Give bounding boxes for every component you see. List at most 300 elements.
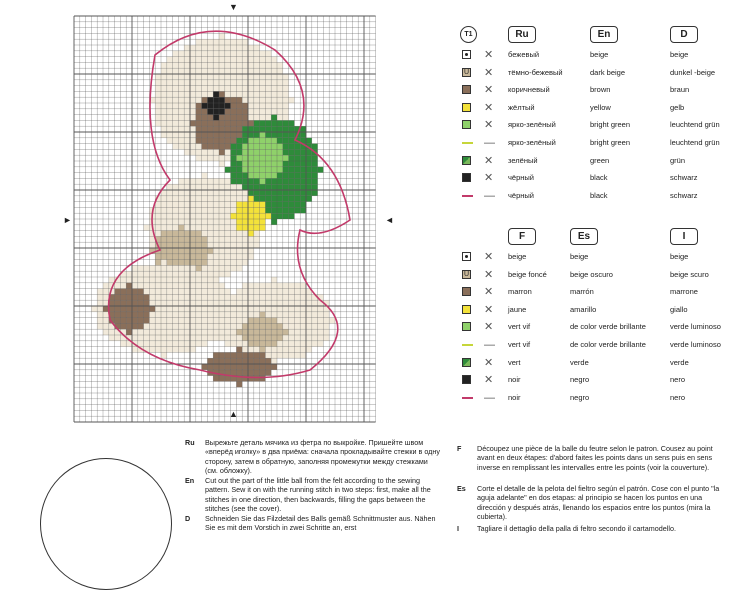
legend-row — [460, 303, 750, 317]
stitch-cell — [306, 341, 312, 347]
stitch-cell — [260, 318, 266, 324]
stitch-cell — [265, 126, 271, 132]
stitch-cell — [190, 236, 196, 242]
stitch-cell — [184, 132, 190, 138]
stitch-cell — [231, 138, 237, 144]
stitch-cell — [277, 74, 283, 80]
stitch-cell — [184, 335, 190, 341]
stitch-cell — [231, 161, 237, 167]
stitch-cell — [161, 312, 167, 318]
stitch-cell — [202, 260, 208, 266]
stitch-cell — [173, 260, 179, 266]
stitch-cell — [254, 149, 260, 155]
stitch-cell — [236, 120, 242, 126]
stitch-cell — [213, 155, 219, 161]
stitch-cell — [283, 173, 289, 179]
cross-stitch-icon: ✕ — [484, 66, 494, 79]
legend-f-name: vert vif — [508, 340, 531, 349]
stitch-cell — [196, 51, 202, 57]
stitch-cell — [184, 242, 190, 248]
stitch-cell — [167, 207, 173, 213]
stitch-cell — [97, 289, 103, 295]
stitch-cell — [144, 335, 150, 341]
stitch-cell — [103, 329, 109, 335]
stitch-cell — [225, 323, 231, 329]
stitch-cell — [178, 126, 184, 132]
stitch-cell — [202, 294, 208, 300]
stitch-cell — [225, 126, 231, 132]
stitch-cell — [294, 335, 300, 341]
stitch-cell — [219, 68, 225, 74]
legend-d-name: grün — [670, 155, 686, 165]
instr-label-f: F — [457, 444, 462, 453]
stitch-cell — [167, 190, 173, 196]
stitch-cell — [149, 289, 155, 295]
stitch-cell — [161, 231, 167, 237]
stitch-cell — [173, 329, 179, 335]
stitch-cell — [173, 74, 179, 80]
stitch-cell — [149, 277, 155, 283]
stitch-cell — [318, 329, 324, 335]
stitch-cell — [236, 178, 242, 184]
stitch-cell — [277, 352, 283, 358]
stitch-cell — [219, 57, 225, 63]
stitch-cell — [242, 120, 248, 126]
stitch-cell — [254, 213, 260, 219]
stitch-cell — [202, 236, 208, 242]
stitch-cell — [294, 306, 300, 312]
stitch-cell — [190, 329, 196, 335]
stitch-cell — [144, 306, 150, 312]
stitch-cell — [306, 196, 312, 202]
stitch-cell — [190, 178, 196, 184]
stitch-cell — [231, 364, 237, 370]
stitch-cell — [265, 352, 271, 358]
stitch-cell — [231, 173, 237, 179]
stitch-cell — [144, 283, 150, 289]
stitch-cell — [207, 283, 213, 289]
stitch-cell — [300, 341, 306, 347]
stitch-cell — [242, 155, 248, 161]
stitch-cell — [219, 161, 225, 167]
stitch-cell — [242, 312, 248, 318]
color-swatch-icon — [462, 103, 471, 112]
stitch-cell — [207, 254, 213, 260]
stitch-cell — [213, 289, 219, 295]
stitch-cell — [254, 370, 260, 376]
color-swatch-icon — [462, 173, 471, 182]
stitch-cell — [254, 219, 260, 225]
stitch-cell — [155, 283, 161, 289]
stitch-cell — [167, 225, 173, 231]
stitch-cell — [254, 138, 260, 144]
line-icon: — — [484, 137, 495, 149]
stitch-cell — [161, 219, 167, 225]
stitch-cell — [178, 265, 184, 271]
stitch-cell — [196, 207, 202, 213]
stitch-cell — [155, 213, 161, 219]
instr-label-es: Es — [457, 484, 466, 493]
stitch-cell — [225, 109, 231, 115]
stitch-cell — [178, 184, 184, 190]
stitch-cell — [248, 219, 254, 225]
stitch-cell — [207, 236, 213, 242]
stitch-cell — [242, 109, 248, 115]
legend-f-name: vert — [508, 357, 521, 367]
stitch-cell — [289, 144, 295, 150]
stitch-cell — [120, 323, 126, 329]
stitch-cell — [225, 260, 231, 266]
stitch-cell — [120, 312, 126, 318]
stitch-cell — [109, 277, 115, 283]
stitch-cell — [120, 283, 126, 289]
stitch-cell — [225, 289, 231, 295]
stitch-cell — [178, 277, 184, 283]
stitch-cell — [213, 196, 219, 202]
stitch-cell — [306, 138, 312, 144]
stitch-cell — [155, 277, 161, 283]
stitch-cell — [312, 323, 318, 329]
legend-row — [460, 373, 750, 387]
stitch-cell — [289, 306, 295, 312]
stitch-cell — [213, 225, 219, 231]
stitch-cell — [178, 306, 184, 312]
stitch-cell — [207, 68, 213, 74]
stitch-cell — [254, 74, 260, 80]
stitch-cell — [202, 109, 208, 115]
stitch-cell — [207, 178, 213, 184]
stitch-cell — [236, 248, 242, 254]
stitch-cell — [231, 39, 237, 45]
stitch-cell — [225, 190, 231, 196]
stitch-cell — [109, 335, 115, 341]
stitch-cell — [289, 329, 295, 335]
stitch-cell — [225, 97, 231, 103]
stitch-cell — [231, 126, 237, 132]
stitch-cell — [202, 39, 208, 45]
stitch-cell — [242, 86, 248, 92]
stitch-cell — [207, 277, 213, 283]
stitch-cell — [248, 329, 254, 335]
stitch-cell — [178, 103, 184, 109]
stitch-cell — [225, 254, 231, 260]
stitch-cell — [236, 323, 242, 329]
stitch-cell — [294, 155, 300, 161]
stitch-cell — [213, 271, 219, 277]
stitch-cell — [120, 289, 126, 295]
stitch-cell — [265, 329, 271, 335]
stitch-cell — [260, 103, 266, 109]
stitch-cell — [155, 312, 161, 318]
stitch-cell — [312, 190, 318, 196]
stitch-cell — [207, 242, 213, 248]
stitch-cell — [196, 115, 202, 121]
stitch-cell — [283, 207, 289, 213]
cross-stitch-icon: ✕ — [484, 251, 494, 263]
stitch-cell — [260, 329, 266, 335]
stitch-cell — [190, 126, 196, 132]
stitch-cell — [161, 300, 167, 306]
stitch-cell — [248, 364, 254, 370]
stitch-cell — [236, 184, 242, 190]
stitch-cell — [312, 184, 318, 190]
stitch-cell — [225, 312, 231, 318]
stitch-cell — [167, 57, 173, 63]
stitch-cell — [219, 294, 225, 300]
stitch-cell — [294, 300, 300, 306]
stitch-cell — [248, 45, 254, 51]
stitch-cell — [190, 51, 196, 57]
stitch-cell — [271, 312, 277, 318]
stitch-cell — [178, 80, 184, 86]
stitch-cell — [178, 219, 184, 225]
stitch-cell — [161, 352, 167, 358]
stitch-cell — [242, 329, 248, 335]
stitch-cell — [161, 132, 167, 138]
stitch-cell — [277, 347, 283, 353]
stitch-cell — [144, 300, 150, 306]
stitch-cell — [161, 97, 167, 103]
stitch-cell — [260, 289, 266, 295]
stitch-cell — [248, 103, 254, 109]
stitch-cell — [173, 97, 179, 103]
stitch-cell — [149, 306, 155, 312]
stitch-cell — [242, 323, 248, 329]
stitch-cell — [161, 202, 167, 208]
stitch-cell — [155, 91, 161, 97]
stitch-cell — [231, 109, 237, 115]
stitch-cell — [323, 318, 329, 324]
stitch-cell — [265, 358, 271, 364]
stitch-cell — [184, 74, 190, 80]
stitch-cell — [265, 202, 271, 208]
stitch-cell — [260, 323, 266, 329]
stitch-cell — [289, 294, 295, 300]
stitch-cell — [283, 352, 289, 358]
stitch-cell — [190, 231, 196, 237]
stitch-cell — [161, 120, 167, 126]
stitch-cell — [213, 91, 219, 97]
stitch-cell — [213, 97, 219, 103]
stitch-cell — [219, 271, 225, 277]
stitch-cell — [231, 149, 237, 155]
stitch-cell — [271, 57, 277, 63]
stitch-cell — [231, 103, 237, 109]
stitch-cell — [149, 341, 155, 347]
stitch-cell — [207, 190, 213, 196]
stitch-cell — [161, 80, 167, 86]
stitch-cell — [178, 91, 184, 97]
cross-stitch-icon: ✕ — [484, 154, 494, 167]
stitch-cell — [260, 132, 266, 138]
stitch-cell — [236, 91, 242, 97]
stitch-cell — [132, 318, 138, 324]
stitch-cell — [289, 173, 295, 179]
stitch-cell — [254, 51, 260, 57]
stitch-cell — [196, 86, 202, 92]
stitch-cell — [248, 207, 254, 213]
chart-badge: T1 — [460, 26, 477, 43]
legend-f-name: noir — [508, 392, 521, 402]
stitch-cell — [254, 144, 260, 150]
stitch-cell — [260, 294, 266, 300]
stitch-cell — [248, 289, 254, 295]
stitch-cell — [178, 260, 184, 266]
stitch-cell — [173, 289, 179, 295]
color-swatch-icon — [462, 375, 471, 384]
stitch-cell — [254, 207, 260, 213]
stitch-cell — [184, 347, 190, 353]
stitch-cell — [91, 306, 97, 312]
stitch-cell — [138, 341, 144, 347]
legend-i-name: giallo — [670, 304, 688, 314]
stitch-cell — [283, 341, 289, 347]
stitch-cell — [173, 248, 179, 254]
stitch-cell — [202, 283, 208, 289]
stitch-cell — [167, 115, 173, 121]
stitch-cell — [277, 323, 283, 329]
stitch-cell — [202, 132, 208, 138]
legend-en-name: dark beige — [590, 67, 626, 77]
stitch-cell — [138, 277, 144, 283]
legend-es-name: de color verde brillante — [570, 322, 646, 332]
stitch-cell — [167, 62, 173, 68]
stitch-cell — [173, 202, 179, 208]
stitch-cell — [202, 242, 208, 248]
stitch-cell — [300, 155, 306, 161]
stitch-cell — [190, 138, 196, 144]
stitch-cell — [178, 283, 184, 289]
stitch-cell — [260, 97, 266, 103]
legend-en-name: bright green — [590, 120, 631, 130]
stitch-cell — [283, 109, 289, 115]
stitch-cell — [225, 358, 231, 364]
instr-label-ru: Ru — [185, 438, 195, 447]
stitch-cell — [219, 283, 225, 289]
stitch-cell — [277, 62, 283, 68]
stitch-cell — [294, 161, 300, 167]
stitch-cell — [283, 161, 289, 167]
stitch-cell — [219, 120, 225, 126]
stitch-cell — [236, 74, 242, 80]
stitch-cell — [144, 312, 150, 318]
stitch-cell — [300, 202, 306, 208]
stitch-cell — [271, 196, 277, 202]
stitch-cell — [242, 364, 248, 370]
stitch-cell — [184, 231, 190, 237]
stitch-cell — [161, 329, 167, 335]
stitch-cell — [260, 196, 266, 202]
stitch-cell — [196, 155, 202, 161]
stitch-cell — [126, 283, 132, 289]
stitch-cell — [167, 294, 173, 300]
stitch-cell — [196, 236, 202, 242]
stitch-cell — [120, 306, 126, 312]
stitch-cell — [97, 318, 103, 324]
stitch-cell — [219, 335, 225, 341]
stitch-cell — [271, 138, 277, 144]
stitch-cell — [283, 97, 289, 103]
stitch-cell — [225, 306, 231, 312]
stitch-cell — [161, 283, 167, 289]
stitch-cell — [289, 196, 295, 202]
stitch-cell — [184, 312, 190, 318]
legend-en-name: brown — [590, 85, 611, 95]
stitch-cell — [265, 207, 271, 213]
stitch-cell — [236, 57, 242, 63]
stitch-cell — [202, 173, 208, 179]
stitch-cell — [277, 155, 283, 161]
legend-row — [460, 338, 750, 352]
stitch-cell — [207, 91, 213, 97]
color-swatch-icon — [462, 50, 471, 59]
instructions-left — [185, 438, 445, 551]
stitch-cell — [265, 138, 271, 144]
stitch-cell — [225, 329, 231, 335]
stitch-cell — [149, 242, 155, 248]
stitch-cell — [236, 341, 242, 347]
stitch-cell — [300, 352, 306, 358]
stitch-cell — [190, 184, 196, 190]
stitch-cell — [260, 115, 266, 121]
stitch-cell — [289, 161, 295, 167]
stitch-cell — [202, 306, 208, 312]
stitch-cell — [225, 184, 231, 190]
stitch-cell — [242, 80, 248, 86]
stitch-cell — [115, 283, 121, 289]
stitch-cell — [202, 74, 208, 80]
stitch-cell — [300, 306, 306, 312]
color-swatch-icon — [462, 252, 471, 261]
stitch-cell — [178, 347, 184, 353]
header-es: Es — [570, 228, 598, 245]
stitch-cell — [207, 103, 213, 109]
stitch-cell — [213, 62, 219, 68]
stitch-cell — [202, 138, 208, 144]
stitch-cell — [312, 155, 318, 161]
stitch-cell — [248, 155, 254, 161]
stitch-cell — [138, 323, 144, 329]
stitch-cell — [173, 347, 179, 353]
cross-stitch-icon: ✕ — [484, 119, 494, 132]
stitch-cell — [254, 364, 260, 370]
stitch-cell — [190, 347, 196, 353]
header-i: I — [670, 228, 698, 245]
stitch-cell — [283, 335, 289, 341]
stitch-cell — [225, 196, 231, 202]
stitch-cell — [196, 74, 202, 80]
stitch-cell — [236, 167, 242, 173]
stitch-cell — [231, 57, 237, 63]
stitch-cell — [283, 289, 289, 295]
stitch-cell — [231, 294, 237, 300]
stitch-cell — [202, 80, 208, 86]
stitch-cell — [225, 213, 231, 219]
stitch-cell — [184, 109, 190, 115]
stitch-cell — [196, 126, 202, 132]
stitch-cell — [271, 202, 277, 208]
stitch-cell — [254, 132, 260, 138]
stitch-cell — [271, 86, 277, 92]
legend-i-name: beige — [670, 252, 689, 261]
stitch-cell — [167, 347, 173, 353]
stitch-cell — [207, 115, 213, 121]
stitch-cell — [265, 306, 271, 312]
stitch-cell — [219, 225, 225, 231]
stitch-cell — [271, 149, 277, 155]
stitch-cell — [178, 341, 184, 347]
stitch-cell — [161, 126, 167, 132]
